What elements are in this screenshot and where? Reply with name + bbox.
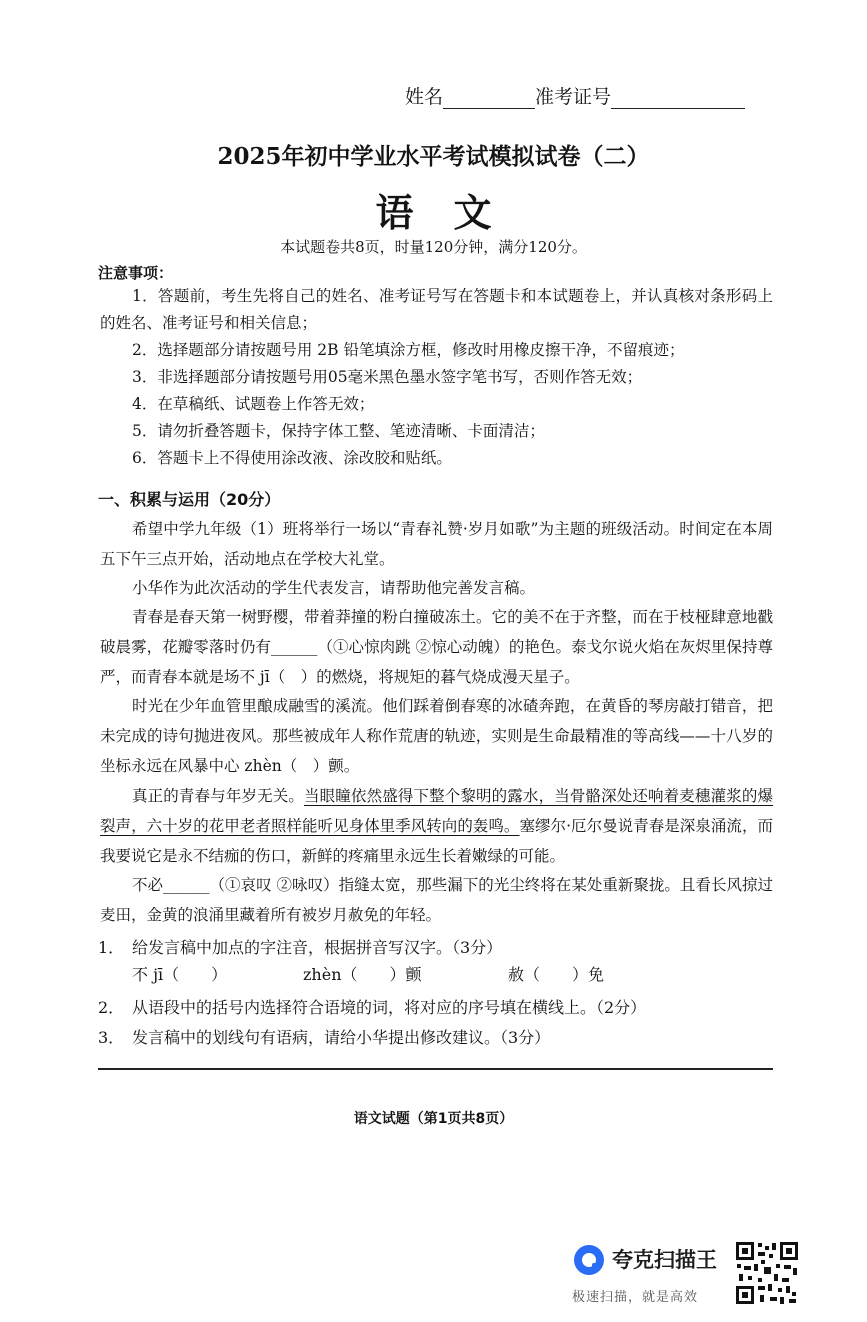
question-1	[98, 935, 502, 958]
speech-paragraph-3	[100, 781, 773, 871]
note-item: 4．在草稿纸、试题卷上作答无效；	[132, 395, 375, 413]
question-text: 从语段中的括号内选择符合语境的词，将对应的序号填在横线上。（2分）	[132, 998, 647, 1017]
note-item: 5．请勿折叠答题卡，保持字体工整、笔迹清晰、卡面清洁；	[132, 422, 545, 440]
notes-heading: 注意事项：	[98, 264, 174, 282]
question-number: 1．	[98, 938, 125, 957]
page-footer: 语文试题（第1页共8页）	[353, 1111, 514, 1127]
name-blank	[443, 90, 535, 109]
speech-text: 真正的青春与年岁无关。	[132, 787, 305, 805]
exam-info: 本试题卷共8页，时量120分钟，满分120分。	[280, 238, 587, 256]
question-text: 给发言稿中加点的字注音，根据拼音写汉字。（3分）	[132, 938, 503, 957]
speech-text: 塞缪尔·厄尔曼说青春是深泉涌流，而我要说它是永不结痂的伤口，新鲜的疼痛里永远生长着嫩绿的可能。	[100, 817, 773, 865]
flawed-sentence: 当眼瞳依然盛得下整个黎明的露水，当骨骼深处还响着麦穗灌浆的爆裂声，六十岁的花甲老者照样能听见身体里季风转向的轰鸣。	[100, 787, 773, 835]
pinyin-item-1: 不 jī（ ）	[132, 965, 228, 984]
qr-code-icon	[734, 1240, 800, 1306]
question-2	[98, 995, 646, 1018]
note-item: 1．答题前，考生先将自己的姓名、准考证号写在答题卡和本试题卷上，并认真核对条形码上的姓名、准考证号和相关信息；	[100, 287, 773, 332]
candidate-fields	[405, 82, 745, 109]
pinyin-item-2: zhèn（ ）颤	[303, 965, 422, 984]
quark-logo-icon	[574, 1245, 604, 1275]
question-text: 发言稿中的划线句有语病，请给小华提出修改建议。（3分）	[132, 1028, 551, 1047]
name-label: 姓名	[405, 86, 444, 108]
subject-title: 语文	[375, 190, 532, 235]
note-item: 3．非选择题部分请按题号用05毫米黑色墨水签字笔书写，否则作答无效；	[132, 368, 643, 386]
note-item: 2．选择题部分请按题号用 2B 铅笔填涂方框，修改时用橡皮擦干净，不留痕迹；	[132, 341, 685, 359]
page-divider	[98, 1068, 773, 1070]
speech-paragraph-2: 时光在少年血管里酿成融雪的溪流。他们踩着倒春寒的冰碴奔跑，在黄昏的琴房敲打错音，把未完成的诗句抛进夜风。那些被成年人称作荒唐的轨迹，实则是生命最精准的等高线——十八岁的坐标永远在风暴中心 zhèn（ ）颤。	[100, 697, 773, 775]
scanner-slogan: 极速扫描，就是高效	[572, 1290, 699, 1305]
question-3	[98, 1025, 550, 1048]
speech-paragraph-4: 不必______（①哀叹 ②咏叹）指缝太宽，那些漏下的光尘终将在某处重新聚拢。且看长风掠过麦田，金黄的浪涌里藏着所有被岁月赦免的年轻。	[100, 876, 773, 924]
question-number: 3．	[98, 1028, 125, 1047]
id-blank	[611, 90, 745, 109]
intro-paragraph-2: 小华作为此次活动的学生代表发言，请帮助他完善发言稿。	[132, 579, 536, 597]
speech-paragraph-1: 青春是春天第一树野樱，带着莽撞的粉白撞破冻土。它的美不在于齐整，而在于枝桠肆意地戳破晨雾，花瓣零落时仍有______（①心惊肉跳 ②惊心动魄）的艳色。泰戈尔说火焰在灰烬里保持尊严，而青春本就是场不 jī（ ）的燃烧，将规矩的暮气烧成漫天星子。	[100, 608, 773, 686]
scanner-brand: 夸克扫描王	[612, 1248, 717, 1272]
question-number: 2．	[98, 998, 125, 1017]
pinyin-item-3: 赦（ ）免	[508, 965, 605, 984]
note-item: 6．答题卡上不得使用涂改液、涂改胶和贴纸。	[132, 449, 452, 467]
id-label: 准考证号	[535, 86, 612, 108]
intro-paragraph: 希望中学九年级（1）班将举行一场以“青春礼赞·岁月如歌”为主题的班级活动。时间定在本周五下午三点开始，活动地点在学校大礼堂。	[100, 520, 773, 568]
section-heading: 一、积累与运用（20分）	[98, 490, 281, 509]
exam-title: 2025年初中学业水平考试模拟试卷（二）	[217, 143, 650, 170]
